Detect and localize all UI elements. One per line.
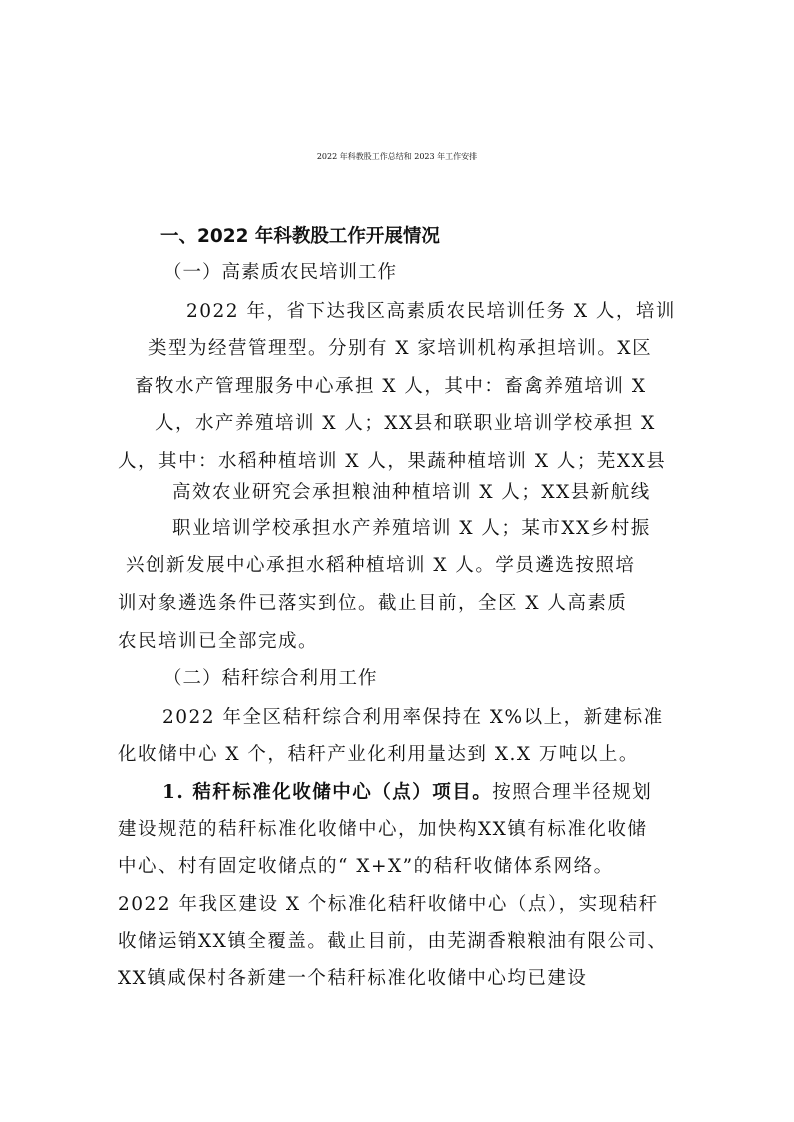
paragraph-line: 2022 年全区秸秆综合利用率保持在 X%以上，新建标准 [162, 707, 664, 728]
paragraph-line: 建设规范的秸秆标准化收储中心，加快构XX镇有标准化收储 [118, 819, 648, 840]
paragraph-line: 收储运销XX镇全覆盖。截止目前，由芜湖香粮粮油有限公司、 [118, 931, 668, 952]
item-heading-rest: 按照合理半径规划 [492, 782, 653, 803]
subsection-heading: （一）高素质农民培训工作 [163, 262, 398, 283]
paragraph-line: 类型为经营管理型。分别有 X 家培训机构承担培训。X区 [148, 338, 653, 359]
paragraph-line: 畜牧水产管理服务中心承担 X 人，其中：畜禽养殖培训 X [135, 376, 647, 397]
paragraph-line: 2022 年，省下达我区高素质农民培训任务 X 人，培训 [186, 301, 676, 322]
paragraph-line: 中心、村有固定收储点的“ X+X”的秸秆收储体系网络。 [118, 856, 614, 877]
paragraph-line: 2022 年我区建设 X 个标准化秸秆收储中心（点），实现秸秆 [118, 894, 659, 915]
paragraph-line: 农民培训已全部完成。 [118, 631, 319, 652]
paragraph-line: 高效农业研究会承担粮油种植培训 X 人；XX县新航线 [172, 482, 651, 503]
paragraph-line: 训对象遴选条件已落实到位。截止目前，全区 X 人高素质 [118, 593, 628, 614]
document-title: 2022 年科教股工作总结和 2023 年工作安排 [316, 152, 478, 161]
paragraph-line: 兴创新发展中心承担水稻种植培训 X 人。学员遴选按照培 [126, 555, 636, 576]
paragraph-line: 化收储中心 X 个，秸秆产业化利用量达到 X.X 万吨以上。 [118, 744, 639, 765]
paragraph-line: 职业培训学校承担水产养殖培训 X 人；某市XX乡村振 [172, 518, 651, 539]
paragraph-line [162, 778, 652, 808]
item-heading: 1. 秸秆标准化收储中心（点）项目。 [162, 782, 493, 803]
subsection-heading: （二）秸秆综合利用工作 [163, 668, 378, 689]
paragraph-line: 人，水产养殖培训 X 人；XX县和联职业培训学校承担 X [155, 413, 656, 434]
paragraph-line: 人，其中：水稻种植培训 X 人，果蔬种植培训 X 人；芜XX县 [118, 451, 667, 472]
section-heading: 一、2022 年科教股工作开展情况 [160, 226, 440, 247]
paragraph-line: XX镇咸保村各新建一个秸秆标准化收储中心均已建设 [118, 968, 588, 989]
